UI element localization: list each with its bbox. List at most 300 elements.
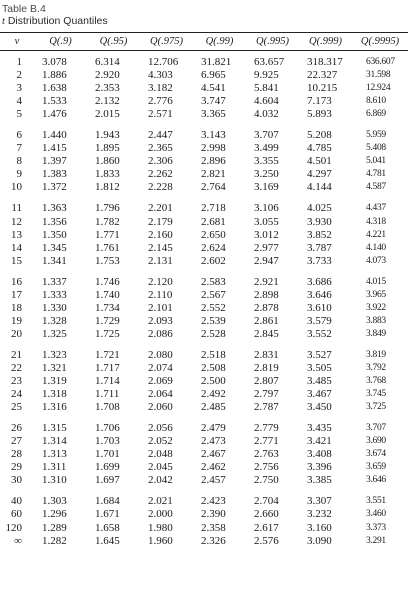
quantile-cell: 63.657 (254, 56, 285, 69)
table-row (0, 289, 408, 302)
quantile-cell: 1.325 (42, 327, 67, 340)
quantile-cell: 3.551 (366, 496, 386, 507)
quantile-cell: 2.479 (201, 422, 226, 435)
quantile-cell: 3.707 (254, 129, 279, 142)
quantile-cell: 4.541 (201, 82, 226, 95)
group-spacer-cell (0, 194, 408, 202)
quantile-cell: 2.756 (254, 461, 279, 474)
quantile-cell: 1.671 (95, 508, 120, 521)
degrees-of-freedom-cell: 14 (11, 241, 22, 254)
quantile-cell: 2.353 (95, 82, 120, 95)
quantile-cell: 1.341 (42, 254, 67, 267)
degrees-of-freedom-cell: 1 (16, 56, 22, 69)
quantile-cell: 1.725 (95, 327, 120, 340)
quantile-cell: 2.074 (148, 362, 173, 374)
degrees-of-freedom-cell: 25 (11, 401, 22, 414)
quantile-cell: 3.674 (366, 449, 386, 460)
quantile-cell: 4.587 (366, 182, 386, 193)
quantile-cell: 1.313 (42, 448, 67, 461)
quantile-cell: 2.201 (148, 202, 173, 215)
quantile-cell: 2.539 (201, 314, 226, 327)
quantile-cell: 1.645 (95, 534, 120, 547)
quantile-cell: 1.397 (42, 155, 67, 168)
group-spacer-cell (0, 414, 408, 422)
quantile-cell: 1.383 (42, 168, 67, 181)
column-header-q995: Q(.995) (246, 33, 299, 51)
quantile-cell: 1.960 (148, 534, 173, 547)
quantile-cell: 2.110 (148, 288, 173, 301)
quantile-cell: 2.896 (201, 155, 226, 168)
table-row (0, 302, 408, 315)
quantile-cell: 5.959 (366, 130, 386, 141)
quantile-cell: 1.638 (42, 82, 67, 95)
quantile-cell: 3.307 (307, 495, 332, 508)
quantile-table (0, 32, 408, 548)
quantile-cell: 4.318 (366, 216, 386, 227)
quantile-cell: 2.101 (148, 301, 173, 314)
table-row (0, 129, 408, 142)
table-row (0, 522, 408, 535)
degrees-of-freedom-cell: 6 (16, 129, 22, 142)
quantile-cell: 2.787 (254, 401, 279, 414)
quantile-cell: 2.602 (201, 254, 226, 267)
quantile-cell: 3.232 (307, 508, 332, 521)
table-row (0, 328, 408, 341)
quantile-cell: 4.303 (148, 69, 173, 82)
quantile-cell: 1.333 (42, 288, 67, 301)
quantile-cell: 3.849 (366, 328, 386, 339)
group-spacer (0, 194, 408, 202)
quantile-cell: 3.385 (307, 474, 332, 487)
quantile-cell: 1.328 (42, 314, 67, 327)
quantile-cell: 3.646 (307, 288, 332, 301)
column-header-nu: ν (0, 33, 34, 51)
quantile-cell: 1.372 (42, 181, 67, 194)
quantile-cell: 1.717 (95, 362, 120, 374)
degrees-of-freedom-cell: 18 (11, 301, 22, 314)
quantile-cell: 6.965 (201, 69, 226, 82)
table-title-variable: t (2, 16, 5, 27)
quantile-cell: 2.617 (254, 521, 279, 534)
quantile-cell: 3.460 (366, 509, 386, 520)
degrees-of-freedom-cell: 120 (5, 521, 22, 534)
degrees-of-freedom-cell: 26 (11, 422, 22, 435)
degrees-of-freedom-cell: 20 (11, 327, 22, 340)
quantile-cell: 1.711 (95, 388, 120, 401)
quantile-cell: 3.450 (307, 401, 332, 414)
table-caption (2, 3, 108, 28)
quantile-cell: 1.330 (42, 301, 67, 314)
quantile-cell: 3.467 (307, 388, 332, 401)
quantile-cell: 2.718 (201, 202, 226, 215)
quantile-cell: 2.764 (201, 181, 226, 194)
group-spacer (0, 414, 408, 422)
quantile-cell: 4.140 (366, 242, 386, 253)
degrees-of-freedom-cell: 40 (11, 495, 22, 508)
quantile-cell: 3.365 (201, 108, 226, 121)
table-row (0, 108, 408, 121)
quantile-cell: 2.998 (201, 142, 226, 155)
quantile-cell: 2.015 (95, 108, 120, 121)
table-row (0, 181, 408, 194)
quantile-cell: 1.319 (42, 375, 67, 388)
quantile-cell: 3.090 (307, 534, 332, 547)
quantile-cell: 2.571 (148, 108, 173, 121)
quantile-cell: 1.356 (42, 215, 67, 228)
quantile-cell: 1.345 (42, 241, 67, 254)
quantile-cell: 3.408 (307, 448, 332, 461)
quantile-cell: 1.363 (42, 202, 67, 215)
degrees-of-freedom-cell: 17 (11, 288, 22, 301)
quantile-cell: 2.160 (148, 228, 173, 241)
quantile-cell: 3.055 (254, 215, 279, 228)
column-header-q99: Q(.99) (193, 33, 246, 51)
quantile-cell: 3.725 (366, 402, 386, 413)
quantile-cell: 3.527 (307, 348, 332, 361)
quantile-cell: 1.350 (42, 228, 67, 241)
quantile-cell: 2.132 (95, 95, 120, 108)
group-spacer-cell (0, 487, 408, 495)
table-title-text: Distribution Quantiles (4, 15, 108, 27)
quantile-cell: 2.485 (201, 401, 226, 414)
quantile-cell: 8.610 (366, 96, 386, 107)
quantile-cell: 3.930 (307, 215, 332, 228)
quantile-cell: 12.706 (148, 56, 179, 69)
table-row (0, 349, 408, 362)
quantile-cell: 2.845 (254, 327, 279, 340)
quantile-cell: 3.787 (307, 241, 332, 254)
quantile-cell: 4.297 (307, 168, 332, 181)
quantile-cell: 1.943 (95, 129, 120, 142)
table-row (0, 422, 408, 435)
quantile-cell: 3.169 (254, 181, 279, 194)
quantile-cell: 2.660 (254, 508, 279, 521)
table-row (0, 56, 408, 69)
table-body (0, 51, 408, 548)
quantile-cell: 3.610 (307, 301, 332, 314)
quantile-cell: 318.317 (307, 56, 343, 69)
quantile-cell: 4.437 (366, 203, 386, 214)
table-number: Table B.4 (2, 3, 46, 15)
degrees-of-freedom-cell: 8 (16, 155, 22, 168)
degrees-of-freedom-cell: 2 (16, 69, 22, 82)
table-row (0, 82, 408, 95)
quantile-cell: 4.015 (366, 276, 386, 287)
quantile-cell: 3.733 (307, 254, 332, 267)
degrees-of-freedom-cell: 3 (16, 82, 22, 95)
quantile-cell: 3.078 (42, 56, 67, 69)
degrees-of-freedom-cell: 9 (16, 168, 22, 181)
degrees-of-freedom-cell: 15 (11, 254, 22, 267)
quantile-cell: 2.069 (148, 375, 173, 388)
quantile-cell: 4.501 (307, 155, 332, 168)
quantile-cell: 1.296 (42, 508, 67, 521)
quantile-cell: 1.440 (42, 129, 67, 142)
quantile-cell: 2.518 (201, 348, 226, 361)
quantile-cell: 3.883 (366, 315, 386, 326)
degrees-of-freedom-cell: ∞ (14, 534, 22, 547)
quantile-cell: 1.708 (95, 401, 120, 414)
degrees-of-freedom-cell: 4 (16, 95, 22, 108)
degrees-of-freedom-cell: 27 (11, 435, 22, 448)
degrees-of-freedom-cell: 29 (11, 461, 22, 474)
column-header-q999: Q(.999) (299, 33, 352, 51)
quantile-cell: 1.697 (95, 474, 120, 487)
degrees-of-freedom-cell: 60 (11, 508, 22, 521)
quantile-cell: 5.893 (307, 108, 332, 121)
quantile-cell: 2.093 (148, 314, 173, 327)
quantile-cell: 2.797 (254, 388, 279, 401)
header-row (0, 33, 408, 51)
quantile-cell: 2.060 (148, 401, 173, 414)
degrees-of-freedom-cell: 24 (11, 388, 22, 401)
table-row (0, 362, 408, 375)
quantile-cell: 2.423 (201, 495, 226, 508)
degrees-of-freedom-cell: 11 (11, 202, 22, 215)
quantile-cell: 2.326 (201, 534, 226, 547)
quantile-cell: 3.499 (254, 142, 279, 155)
degrees-of-freedom-cell: 19 (11, 314, 22, 327)
table-row (0, 95, 408, 108)
quantile-cell: 2.086 (148, 327, 173, 340)
group-spacer-cell (0, 268, 408, 276)
table-row (0, 474, 408, 487)
quantile-cell: 2.473 (201, 435, 226, 448)
group-spacer (0, 268, 408, 276)
quantile-cell: 2.052 (148, 435, 173, 448)
column-header-q9995: Q(.9995) (352, 33, 408, 51)
quantile-cell: 2.500 (201, 375, 226, 388)
quantile-cell: 1.337 (42, 275, 67, 288)
quantile-cell: 3.852 (307, 228, 332, 241)
quantile-cell: 1.753 (95, 254, 120, 267)
quantile-cell: 1.311 (42, 461, 67, 474)
degrees-of-freedom-cell: 10 (11, 181, 22, 194)
quantile-cell: 2.462 (201, 461, 226, 474)
quantile-cell: 2.358 (201, 521, 226, 534)
group-spacer (0, 121, 408, 129)
quantile-cell: 4.781 (366, 169, 386, 180)
quantile-cell: 1.323 (42, 348, 67, 361)
quantile-cell: 2.042 (148, 474, 173, 487)
quantile-cell: 31.821 (201, 56, 232, 69)
quantile-cell: 5.408 (366, 143, 386, 154)
quantile-cell: 3.659 (366, 462, 386, 473)
quantile-cell: 2.000 (148, 508, 173, 521)
quantile-cell: 6.314 (95, 56, 120, 69)
quantile-cell: 2.776 (148, 95, 173, 108)
quantile-cell: 2.921 (254, 275, 279, 288)
quantile-cell: 2.179 (148, 215, 173, 228)
quantile-cell: 3.579 (307, 314, 332, 327)
quantile-cell: 1.318 (42, 388, 67, 401)
quantile-cell: 2.131 (148, 254, 173, 267)
quantile-cell: 1.740 (95, 288, 120, 301)
quantile-cell: 1.734 (95, 301, 120, 314)
degrees-of-freedom-cell: 28 (11, 448, 22, 461)
table-row (0, 461, 408, 474)
quantile-cell: 1.714 (95, 375, 120, 388)
quantile-cell: 2.080 (148, 348, 173, 361)
quantile-cell: 3.396 (307, 461, 332, 474)
quantile-cell: 1.310 (42, 474, 67, 487)
quantile-cell: 1.476 (42, 108, 67, 121)
quantile-cell: 5.208 (307, 129, 332, 142)
quantile-cell: 9.925 (254, 69, 279, 82)
table-row (0, 69, 408, 82)
column-header-q975: Q(.975) (140, 33, 193, 51)
quantile-cell: 3.143 (201, 129, 226, 142)
degrees-of-freedom-cell: 23 (11, 375, 22, 388)
quantile-cell: 3.552 (307, 327, 332, 340)
quantile-cell: 2.947 (254, 254, 279, 267)
quantile-cell: 1.886 (42, 69, 67, 82)
quantile-cell: 1.860 (95, 155, 120, 168)
quantile-cell: 1.782 (95, 215, 120, 228)
column-header-q95: Q(.95) (87, 33, 140, 51)
quantile-cell: 2.457 (201, 474, 226, 487)
quantile-cell: 2.681 (201, 215, 226, 228)
quantile-cell: 1.289 (42, 521, 67, 534)
quantile-cell: 1.721 (95, 348, 120, 361)
quantile-cell: 3.922 (366, 302, 386, 313)
quantile-cell: 1.980 (148, 521, 173, 534)
quantile-cell: 1.321 (42, 362, 67, 374)
quantile-cell: 1.706 (95, 422, 120, 435)
quantile-cell: 3.291 (366, 535, 386, 546)
quantile-cell: 5.841 (254, 82, 279, 95)
quantile-cell: 1.812 (95, 181, 120, 194)
quantile-cell: 2.045 (148, 461, 173, 474)
degrees-of-freedom-cell: 7 (16, 142, 22, 155)
degrees-of-freedom-cell: 22 (11, 362, 22, 374)
quantile-cell: 1.415 (42, 142, 67, 155)
quantile-cell: 2.861 (254, 314, 279, 327)
quantile-cell: 4.785 (307, 142, 332, 155)
quantile-cell: 2.552 (201, 301, 226, 314)
quantile-cell: 2.262 (148, 168, 173, 181)
quantile-cell: 1.282 (42, 534, 67, 547)
quantile-cell: 2.120 (148, 275, 173, 288)
quantile-cell: 2.878 (254, 301, 279, 314)
quantile-cell: 3.435 (307, 422, 332, 435)
group-spacer (0, 341, 408, 349)
quantile-cell: 22.327 (307, 69, 338, 82)
quantile-cell: 4.221 (366, 229, 386, 240)
quantile-cell: 1.533 (42, 95, 67, 108)
column-header-q90: Q(.9) (34, 33, 87, 51)
quantile-cell: 2.064 (148, 388, 173, 401)
quantile-cell: 2.228 (148, 181, 173, 194)
quantile-cell: 1.684 (95, 495, 120, 508)
quantile-cell: 2.048 (148, 448, 173, 461)
table-row (0, 315, 408, 328)
quantile-cell: 3.686 (307, 275, 332, 288)
table-row (0, 435, 408, 448)
quantile-cell: 3.690 (366, 436, 386, 447)
quantile-cell: 1.303 (42, 495, 67, 508)
quantile-cell: 1.658 (95, 521, 120, 534)
quantile-cell: 3.646 (366, 475, 386, 486)
group-spacer-cell (0, 121, 408, 129)
quantile-cell: 1.895 (95, 142, 120, 155)
quantile-cell: 3.745 (366, 389, 386, 400)
quantile-cell: 3.355 (254, 155, 279, 168)
quantile-cell: 2.583 (201, 275, 226, 288)
quantile-cell: 3.965 (366, 289, 386, 300)
degrees-of-freedom-cell: 21 (11, 348, 22, 361)
quantile-cell: 2.763 (254, 448, 279, 461)
quantile-cell: 3.012 (254, 228, 279, 241)
quantile-cell: 3.747 (201, 95, 226, 108)
quantile-cell: 3.160 (307, 521, 332, 534)
quantile-cell: 2.576 (254, 534, 279, 547)
table-row (0, 375, 408, 388)
quantile-cell: 3.505 (307, 362, 332, 374)
table-row (0, 401, 408, 414)
quantile-cell: 2.306 (148, 155, 173, 168)
quantile-cell: 2.779 (254, 422, 279, 435)
quantile-cell: 4.604 (254, 95, 279, 108)
quantile-cell: 4.025 (307, 202, 332, 215)
quantile-cell: 2.145 (148, 241, 173, 254)
quantile-cell: 5.041 (366, 156, 386, 167)
group-spacer (0, 487, 408, 495)
degrees-of-freedom-cell: 13 (11, 228, 22, 241)
quantile-cell: 1.761 (95, 241, 120, 254)
quantile-cell: 31.598 (366, 70, 391, 81)
quantile-cell: 1.729 (95, 314, 120, 327)
quantile-cell: 12.924 (366, 83, 391, 94)
quantile-cell: 636.607 (366, 57, 395, 68)
quantile-cell: 2.771 (254, 435, 279, 448)
quantile-cell: 2.056 (148, 422, 173, 435)
table-row (0, 242, 408, 255)
quantile-cell: 1.701 (95, 448, 120, 461)
quantile-cell: 2.447 (148, 129, 173, 142)
table-row (0, 276, 408, 289)
table-row (0, 216, 408, 229)
quantile-cell: 1.746 (95, 275, 120, 288)
quantile-cell: 1.314 (42, 435, 67, 448)
quantile-cell: 7.173 (307, 95, 332, 108)
quantile-cell: 2.365 (148, 142, 173, 155)
quantile-cell: 3.182 (148, 82, 173, 95)
quantile-cell: 2.624 (201, 241, 226, 254)
quantile-cell: 10.215 (307, 82, 338, 95)
quantile-cell: 3.819 (366, 349, 386, 360)
quantile-cell: 2.920 (95, 69, 120, 82)
quantile-cell: 1.796 (95, 202, 120, 215)
degrees-of-freedom-cell: 5 (16, 108, 22, 121)
quantile-cell: 2.821 (201, 168, 226, 181)
quantile-cell: 3.768 (366, 376, 386, 387)
quantile-cell: 3.250 (254, 168, 279, 181)
degrees-of-freedom-cell: 30 (11, 474, 22, 487)
table-row (0, 535, 408, 548)
group-spacer-cell (0, 341, 408, 349)
table-row (0, 229, 408, 242)
quantile-cell: 2.567 (201, 288, 226, 301)
degrees-of-freedom-cell: 12 (11, 215, 22, 228)
quantile-cell: 4.032 (254, 108, 279, 121)
table-row (0, 142, 408, 155)
table-row (0, 508, 408, 521)
table-row (0, 168, 408, 181)
quantile-cell: 2.750 (254, 474, 279, 487)
degrees-of-freedom-cell: 16 (11, 275, 22, 288)
table-row (0, 448, 408, 461)
